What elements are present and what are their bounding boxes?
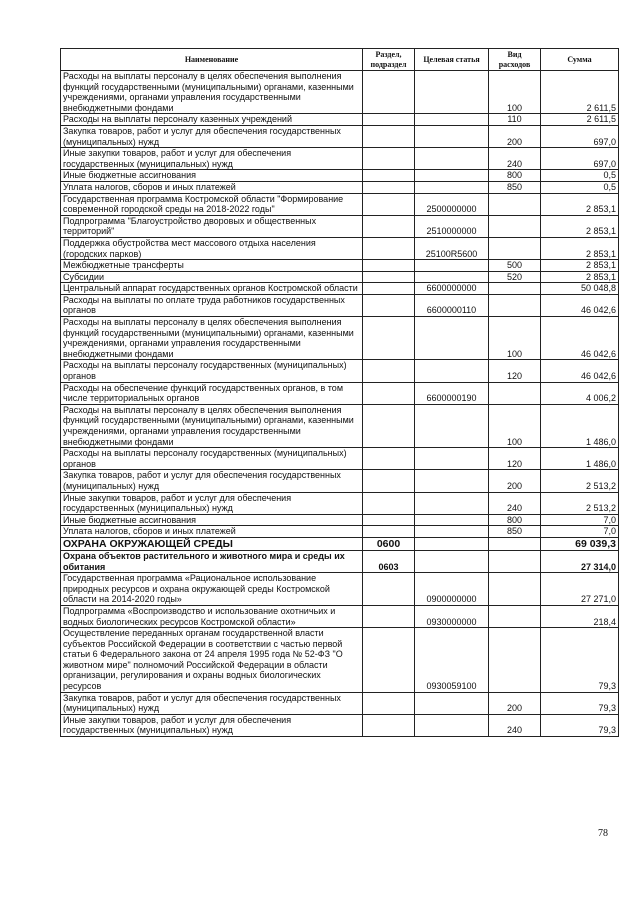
cell-section [363, 260, 415, 272]
table-row [61, 714, 619, 736]
cell-name: Государственная программа «Рациональное использование природных ресурсов и охрана окружающей среды Костромской области на 2014-2020 годы» [61, 573, 363, 606]
cell-name: Подпрограмма "Благоустройство дворовых и общественных территорий" [61, 215, 363, 237]
table-row [61, 550, 619, 572]
cell-amount: 46 042,6 [541, 294, 619, 316]
cell-target: 25100R5600 [415, 237, 489, 259]
page-number: 78 [598, 828, 608, 839]
cell-section [363, 71, 415, 114]
cell-name: ОХРАНА ОКРУЖАЮЩЕЙ СРЕДЫ [61, 537, 363, 550]
cell-section [363, 382, 415, 404]
cell-name: Межбюджетные трансферты [61, 260, 363, 272]
cell-type: 200 [489, 125, 541, 147]
cell-section [363, 360, 415, 382]
cell-amount: 46 042,6 [541, 317, 619, 360]
cell-section [363, 148, 415, 170]
cell-amount: 4 006,2 [541, 382, 619, 404]
cell-name: Иные закупки товаров, работ и услуг для обеспечения государственных (муниципальных) нужд [61, 492, 363, 514]
cell-type [489, 237, 541, 259]
cell-target [415, 170, 489, 182]
cell-type: 500 [489, 260, 541, 272]
table-row [61, 492, 619, 514]
cell-amount: 50 048,8 [541, 283, 619, 295]
cell-type: 110 [489, 114, 541, 126]
cell-target [415, 537, 489, 550]
table-row [61, 215, 619, 237]
cell-name: Расходы на выплаты персоналу в целях обеспечения выполнения функций государственными (муниципальными) органами, казенными учреждениями, органами управления государственными внебюджетными фондами [61, 71, 363, 114]
cell-target [415, 181, 489, 193]
cell-amount: 218,4 [541, 605, 619, 627]
cell-name: Поддержка обустройства мест массового отдыха населения (городских парков) [61, 237, 363, 259]
cell-name: Иные закупки товаров, работ и услуг для обеспечения государственных (муниципальных) нужд [61, 714, 363, 736]
cell-type: 800 [489, 170, 541, 182]
cell-target [415, 492, 489, 514]
cell-section [363, 125, 415, 147]
cell-target [415, 448, 489, 470]
cell-type [489, 573, 541, 606]
table-row [61, 271, 619, 283]
cell-target [415, 317, 489, 360]
cell-section [363, 317, 415, 360]
cell-amount: 0,5 [541, 170, 619, 182]
cell-amount: 79,3 [541, 692, 619, 714]
cell-target [415, 526, 489, 538]
cell-section [363, 271, 415, 283]
cell-target [415, 71, 489, 114]
cell-type: 240 [489, 492, 541, 514]
table-row [61, 692, 619, 714]
cell-target: 6600000190 [415, 382, 489, 404]
cell-section [363, 181, 415, 193]
cell-target [415, 148, 489, 170]
cell-target: 6600000110 [415, 294, 489, 316]
cell-target [415, 114, 489, 126]
cell-type [489, 215, 541, 237]
cell-target: 0930059100 [415, 628, 489, 693]
cell-amount: 2 513,2 [541, 470, 619, 492]
cell-target [415, 260, 489, 272]
cell-section [363, 470, 415, 492]
budget-table [60, 48, 619, 737]
cell-target: 6600000000 [415, 283, 489, 295]
cell-type [489, 537, 541, 550]
cell-amount: 2 853,1 [541, 271, 619, 283]
cell-amount: 1 486,0 [541, 404, 619, 447]
cell-amount: 2 853,1 [541, 260, 619, 272]
cell-amount: 27 314,0 [541, 550, 619, 572]
table-row [61, 283, 619, 295]
cell-section [363, 526, 415, 538]
table-row [61, 514, 619, 526]
cell-section [363, 404, 415, 447]
table-row [61, 360, 619, 382]
cell-amount: 7,0 [541, 514, 619, 526]
budget-document [60, 48, 618, 737]
table-row [61, 628, 619, 693]
cell-name: Охрана объектов растительного и животного мира и среды их обитания [61, 550, 363, 572]
cell-type: 240 [489, 714, 541, 736]
cell-name: Иные бюджетные ассигнования [61, 170, 363, 182]
cell-type: 800 [489, 514, 541, 526]
cell-name: Центральный аппарат государственных органов Костромской области [61, 283, 363, 295]
table-row [61, 382, 619, 404]
cell-target [415, 404, 489, 447]
cell-section [363, 448, 415, 470]
cell-target: 0900000000 [415, 573, 489, 606]
cell-type: 850 [489, 181, 541, 193]
cell-target: 2510000000 [415, 215, 489, 237]
table-row [61, 470, 619, 492]
cell-target [415, 470, 489, 492]
cell-section [363, 237, 415, 259]
cell-target: 2500000000 [415, 193, 489, 215]
cell-name: Закупка товаров, работ и услуг для обеспечения государственных (муниципальных) нужд [61, 125, 363, 147]
table-row [61, 404, 619, 447]
cell-target [415, 125, 489, 147]
cell-section [363, 714, 415, 736]
cell-type: 200 [489, 692, 541, 714]
cell-name: Государственная программа Костромской области "Формирование современной городской среды на 2018-2022 годы" [61, 193, 363, 215]
cell-name: Расходы на выплаты персоналу казенных учреждений [61, 114, 363, 126]
table-row [61, 237, 619, 259]
cell-section: 0600 [363, 537, 415, 550]
cell-section [363, 605, 415, 627]
cell-section [363, 628, 415, 693]
cell-name: Расходы на выплаты по оплате труда работников государственных органов [61, 294, 363, 316]
cell-amount: 79,3 [541, 628, 619, 693]
cell-target [415, 692, 489, 714]
cell-amount: 2 611,5 [541, 114, 619, 126]
cell-target [415, 514, 489, 526]
cell-type: 100 [489, 317, 541, 360]
header-target: Целевая статья [415, 49, 489, 71]
cell-amount: 2 853,1 [541, 193, 619, 215]
table-row [61, 193, 619, 215]
cell-amount: 7,0 [541, 526, 619, 538]
cell-section: 0603 [363, 550, 415, 572]
cell-section [363, 692, 415, 714]
cell-section [363, 514, 415, 526]
cell-target [415, 550, 489, 572]
cell-name: Расходы на выплаты персоналу в целях обеспечения выполнения функций государственными (муниципальными) органами, казенными учреждениями, органами управления государственными внебюджетными фондами [61, 404, 363, 447]
header-type: Вид расходов [489, 49, 541, 71]
cell-amount: 69 039,3 [541, 537, 619, 550]
cell-amount: 2 853,1 [541, 215, 619, 237]
table-row [61, 260, 619, 272]
table-row [61, 537, 619, 550]
cell-name: Расходы на выплаты персоналу государственных (муниципальных) органов [61, 448, 363, 470]
cell-type [489, 382, 541, 404]
header-amount: Сумма [541, 49, 619, 71]
cell-type [489, 283, 541, 295]
cell-amount: 46 042,6 [541, 360, 619, 382]
table-row [61, 573, 619, 606]
cell-name: Расходы на обеспечение функций государственных органов, в том числе территориальных органов [61, 382, 363, 404]
cell-amount: 79,3 [541, 714, 619, 736]
table-row [61, 125, 619, 147]
table-row [61, 526, 619, 538]
table-row [61, 317, 619, 360]
table-header-row [61, 49, 619, 71]
cell-name: Подпрограмма «Воспроизводство и использование охотничьих и водных биологических ресурсов Костромской области» [61, 605, 363, 627]
cell-type: 120 [489, 360, 541, 382]
cell-amount: 2 513,2 [541, 492, 619, 514]
cell-name: Закупка товаров, работ и услуг для обеспечения государственных (муниципальных) нужд [61, 692, 363, 714]
cell-type [489, 605, 541, 627]
cell-target [415, 360, 489, 382]
cell-target [415, 714, 489, 736]
cell-amount: 2 611,5 [541, 71, 619, 114]
table-row [61, 71, 619, 114]
cell-target: 0930000000 [415, 605, 489, 627]
cell-amount: 697,0 [541, 148, 619, 170]
table-row [61, 448, 619, 470]
cell-type: 240 [489, 148, 541, 170]
cell-name: Уплата налогов, сборов и иных платежей [61, 526, 363, 538]
cell-section [363, 283, 415, 295]
cell-section [363, 573, 415, 606]
cell-target [415, 271, 489, 283]
cell-name: Закупка товаров, работ и услуг для обеспечения государственных (муниципальных) нужд [61, 470, 363, 492]
cell-amount: 697,0 [541, 125, 619, 147]
table-row [61, 294, 619, 316]
cell-section [363, 193, 415, 215]
cell-type [489, 550, 541, 572]
cell-type: 850 [489, 526, 541, 538]
cell-type [489, 193, 541, 215]
cell-type: 100 [489, 71, 541, 114]
cell-name: Иные закупки товаров, работ и услуг для обеспечения государственных (муниципальных) нужд [61, 148, 363, 170]
cell-type: 120 [489, 448, 541, 470]
cell-type [489, 628, 541, 693]
cell-type: 100 [489, 404, 541, 447]
cell-name: Субсидии [61, 271, 363, 283]
cell-section [363, 170, 415, 182]
header-section: Раздел, подраздел [363, 49, 415, 71]
cell-type: 520 [489, 271, 541, 283]
cell-name: Иные бюджетные ассигнования [61, 514, 363, 526]
cell-type: 200 [489, 470, 541, 492]
table-row [61, 605, 619, 627]
header-name: Наименование [61, 49, 363, 71]
cell-section [363, 294, 415, 316]
cell-section [363, 492, 415, 514]
cell-amount: 27 271,0 [541, 573, 619, 606]
cell-name: Осуществление переданных органам государственной власти субъектов Российской Федерации в соответствии с частью первой статьи 6 Федерального закона от 24 апреля 1995 года № 52-ФЗ "О животном мире" полномочий Российской Федерации в области организации, регулирования и охраны водных биологических ресурсов [61, 628, 363, 693]
cell-amount: 1 486,0 [541, 448, 619, 470]
cell-section [363, 215, 415, 237]
table-row [61, 170, 619, 182]
cell-name: Расходы на выплаты персоналу в целях обеспечения выполнения функций государственными (муниципальными) органами, казенными учреждениями, органами управления государственными внебюджетными фондами [61, 317, 363, 360]
cell-amount: 2 853,1 [541, 237, 619, 259]
cell-name: Уплата налогов, сборов и иных платежей [61, 181, 363, 193]
table-row [61, 181, 619, 193]
table-row [61, 148, 619, 170]
cell-type [489, 294, 541, 316]
cell-section [363, 114, 415, 126]
cell-name: Расходы на выплаты персоналу государственных (муниципальных) органов [61, 360, 363, 382]
cell-amount: 0,5 [541, 181, 619, 193]
table-row [61, 114, 619, 126]
